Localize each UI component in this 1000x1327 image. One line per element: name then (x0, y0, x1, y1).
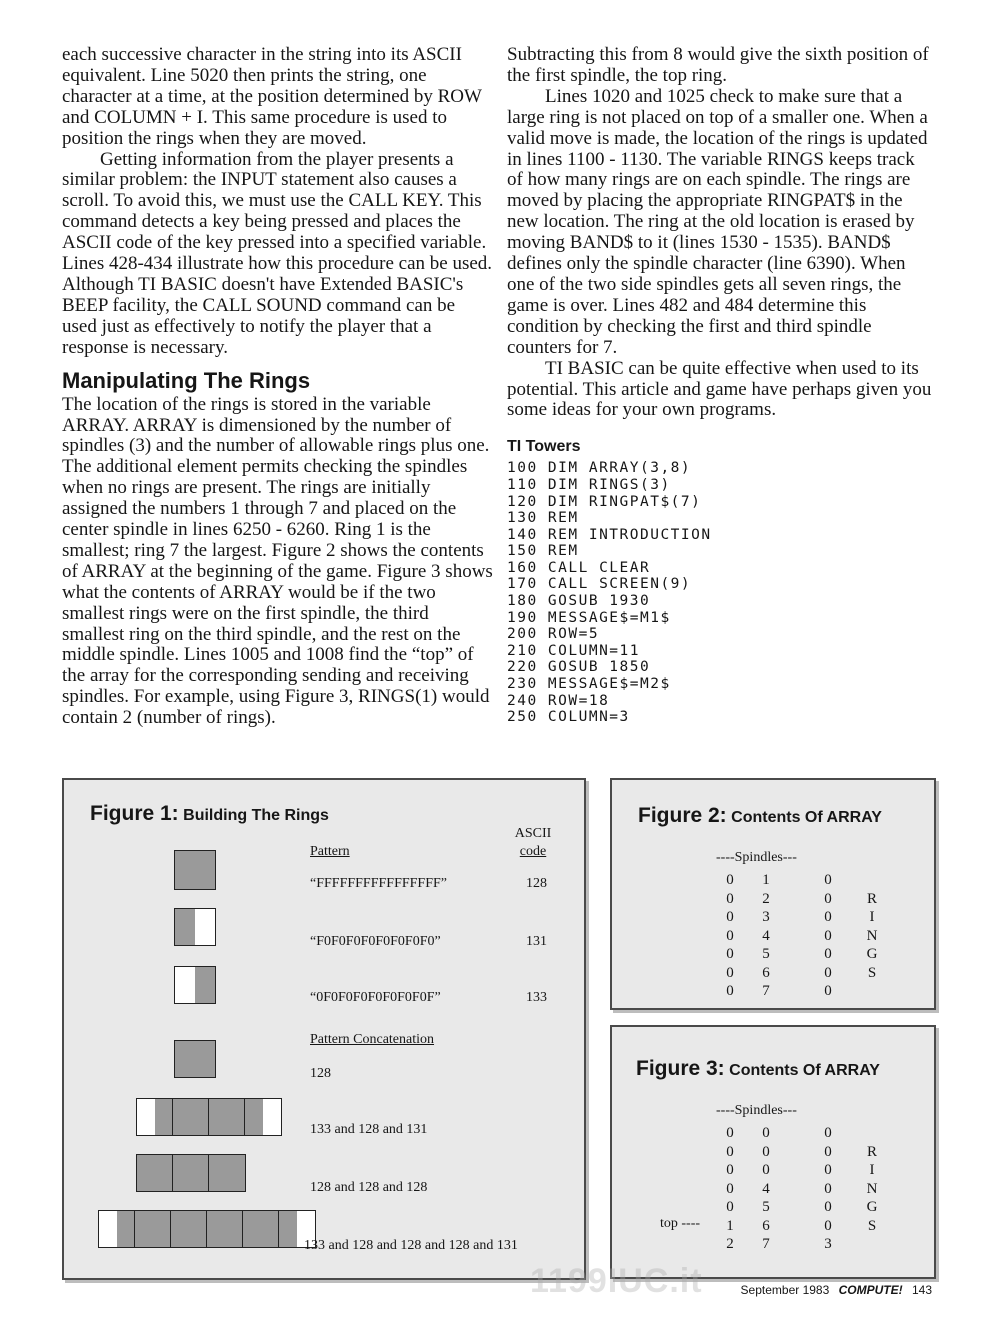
array-cell: 0 (824, 1217, 832, 1234)
listing-line: 180 GOSUB 1930 (507, 593, 651, 610)
body-paragraph: Subtracting this from 8 would give the sixth position of the first spindle, the top ring. (507, 44, 929, 86)
listing-line: 250 COLUMN=3 (507, 709, 630, 726)
array-cell: 6 (762, 1217, 770, 1234)
figure-3-box (610, 1025, 936, 1279)
figure-number: Figure 1: (90, 802, 179, 825)
listing-line: 140 REM INTRODUCTION (507, 526, 712, 543)
array-cell: 1 (726, 1217, 734, 1234)
listing-line: 230 MESSAGE$=M2$ (507, 676, 671, 693)
array-cell: 0 (726, 927, 734, 944)
ascii-code: 128 (526, 876, 547, 891)
listing-line: 150 REM (507, 543, 579, 560)
listing-line: 160 CALL CLEAR (507, 559, 651, 576)
listing-line: 120 DIM RINGPAT$(7) (507, 493, 702, 510)
ascii-code: 131 (526, 934, 547, 949)
issue-date: September 1983 (740, 1283, 830, 1297)
left-column (62, 45, 494, 729)
figure-number: Figure 2: (638, 804, 727, 827)
spindles-label: ----Spindles--- (716, 850, 797, 865)
rings-letter: R (866, 1143, 877, 1160)
ring-pattern-full-block (174, 850, 216, 890)
magazine-name: COMPUTE! (838, 1283, 903, 1297)
array-cell: 3 (762, 909, 770, 925)
listing-line: 200 ROW=5 (507, 626, 600, 643)
array-cell: 5 (762, 946, 770, 962)
array-cell: 0 (726, 1143, 734, 1160)
rings-letter: I (869, 909, 875, 925)
array-cell: 7 (762, 983, 770, 999)
watermark: 1199IUC.it (530, 1262, 703, 1300)
listing-line: 210 COLUMN=11 (507, 642, 640, 659)
rings-letter: N (866, 1180, 878, 1197)
array-cell: 0 (824, 927, 832, 944)
ascii-header: ASCII (514, 826, 552, 841)
figure-number: Figure 3: (636, 1057, 725, 1080)
listing-line: 190 MESSAGE$=M1$ (507, 609, 671, 626)
array-cell: 0 (824, 1143, 832, 1160)
array-cell: 0 (824, 1125, 832, 1141)
rings-letter: S (867, 964, 877, 981)
array-cell: 0 (726, 1199, 734, 1215)
array-cell: 0 (726, 964, 734, 981)
page-footer (741, 1283, 932, 1297)
code-header: code (519, 844, 547, 859)
listing-line: 240 ROW=18 (507, 692, 610, 709)
pattern-string: “F0F0F0F0F0F0F0F0” (310, 934, 441, 949)
figure-caption: Contents Of ARRAY (729, 1062, 880, 1079)
body-paragraph: TI BASIC can be quite effective when used to its potential. This article and game have perhaps given you some ideas for your own programs. (507, 357, 932, 421)
array-cell: 4 (762, 1180, 770, 1197)
array-cell: 4 (762, 927, 770, 944)
rings-letter: N (866, 927, 878, 944)
array-cell: 0 (762, 1143, 770, 1160)
array-cell: 0 (726, 1125, 734, 1141)
array-cell: 0 (824, 1199, 832, 1215)
figure-2-box (610, 778, 936, 1010)
array-cell: 2 (726, 1236, 734, 1252)
spindles-label: ----Spindles--- (716, 1103, 797, 1118)
concat-header: Pattern Concatenation (310, 1032, 435, 1047)
rings-letter: G (866, 1199, 878, 1215)
array-cell: 0 (762, 1125, 770, 1141)
array-cell: 0 (824, 1180, 832, 1197)
figure-2-title (638, 804, 882, 828)
page-number: 143 (911, 1283, 932, 1297)
concat-label: 128 (310, 1066, 331, 1081)
array-cell: 2 (762, 890, 770, 907)
figure-caption: Contents Of ARRAY (731, 809, 882, 826)
pattern-string: “0F0F0F0F0F0F0F0F” (310, 990, 441, 1005)
top-marker: top ---- (660, 1216, 701, 1231)
ascii-code: 133 (526, 990, 547, 1005)
array-cell: 0 (726, 909, 734, 925)
body-paragraph: Getting information from the player presents a similar problem: the INPUT statement also causes a scroll. To avoid this, we must use the CALL KEY. This command detects a key being pressed and places the ASCII code of the key pressed into a specified variable. Lines 428-434 illustrate how this procedure can be used. Although TI BASIC doesn't have Extended BASIC's BEEP facility, the CALL SOUND command can be used just as effectively to notify the player that a response is necessary. (62, 148, 493, 358)
pattern-header: Pattern (310, 844, 350, 859)
array-cell: 0 (824, 890, 832, 907)
program-listing (507, 460, 932, 726)
ring-1-block (174, 1040, 216, 1078)
listing-line: 110 DIM RINGS(3) (507, 476, 671, 493)
array-cell: 0 (726, 872, 734, 888)
body-paragraph: The location of the rings is stored in the variable ARRAY. ARRAY is dimensioned by the number of spindles (3) and the number of allowable rings plus one. The additional element permits checking the spindles when no rings are present. The rings are initially assigned the numbers 1 through 7 and placed on the center spindle in lines 6250 - 6260. Ring 1 is the smallest; ring 7 the largest. Figure 2 shows the contents of ARRAY at the beginning of the game. Figure 3 shows what the contents of ARRAY would be if the two smallest rings were on the first spindle, the third smallest ring on the third spindle, and the rest on the middle spindle. Lines 1005 and 1008 find the “top” of the array for the corresponding sending and receiving spindles. For example, using Figure 3, RINGS(1) would contain 2 (number of rings). (62, 393, 493, 729)
array-cell: 0 (824, 964, 832, 981)
rings-letter: G (866, 946, 878, 962)
array-cell: 1 (762, 872, 770, 888)
array-cell: 3 (824, 1236, 832, 1252)
body-paragraph: each successive character in the string into its ASCII equivalent. Line 5020 then prints the string, one character at a time, at the position determined by ROW and COLUMN + I. This same procedure is used to position the rings when they are moved. (62, 44, 482, 149)
rings-letter: I (869, 1162, 875, 1178)
rings-letter: S (867, 1217, 877, 1234)
array-cell: 5 (762, 1199, 770, 1215)
array-cell: 0 (726, 890, 734, 907)
pattern-string: “FFFFFFFFFFFFFFFF” (310, 876, 448, 891)
array-cell: 0 (824, 909, 832, 925)
array-cell: 0 (824, 1162, 832, 1178)
listing-title: TI Towers (507, 438, 581, 456)
section-heading: Manipulating The Rings (62, 367, 311, 393)
ring-pattern-left-half-block (174, 908, 216, 946)
array-cell: 0 (726, 983, 734, 999)
figure-1-title (90, 802, 329, 826)
figure-1-box (62, 778, 586, 1280)
ring-pattern-right-half-block (174, 966, 216, 1004)
array-cell: 0 (726, 946, 734, 962)
body-paragraph: Lines 1020 and 1025 check to make sure that a large ring is not placed on top of a smaller one. When a valid move is made, the location of the rings is updated in lines 1100 - 1130. The variable RINGS keeps track of how many rings are on each spindle. The rings are moved by placing the appropriate RINGPAT$ in the new location. The ring at the old location is erased by moving BAND$ to it (lines 1530 - 1535). BAND$ defines only the spindle character (line 6390). When one of the two side spindles gets all seven rings, the game is over. Lines 482 and 484 determine this condition by checking the first and third spindle counters for 7. (507, 85, 928, 358)
figure-3-title (636, 1057, 880, 1081)
listing-line: 220 GOSUB 1850 (507, 659, 651, 676)
concat-label: 133 and 128 and 131 (310, 1122, 428, 1137)
array-cell: 0 (824, 946, 832, 962)
array-cell: 0 (762, 1162, 770, 1178)
array-cell: 0 (726, 1162, 734, 1178)
listing-line: 170 CALL SCREEN(9) (507, 576, 692, 593)
concat-label: 128 and 128 and 128 (310, 1180, 428, 1195)
listing-line: 130 REM (507, 510, 579, 527)
listing-line: 100 DIM ARRAY(3,8) (507, 460, 692, 477)
array-cell: 6 (762, 964, 770, 981)
array-cell: 7 (762, 1236, 770, 1252)
figure-caption: Building The Rings (183, 807, 329, 824)
rings-letter: R (866, 890, 877, 907)
concat-label: 133 and 128 and 128 and 128 and 131 (304, 1238, 518, 1253)
right-column (507, 45, 932, 726)
array-cell: 0 (726, 1180, 734, 1197)
array-cell: 0 (824, 872, 832, 888)
array-cell: 0 (824, 983, 832, 999)
